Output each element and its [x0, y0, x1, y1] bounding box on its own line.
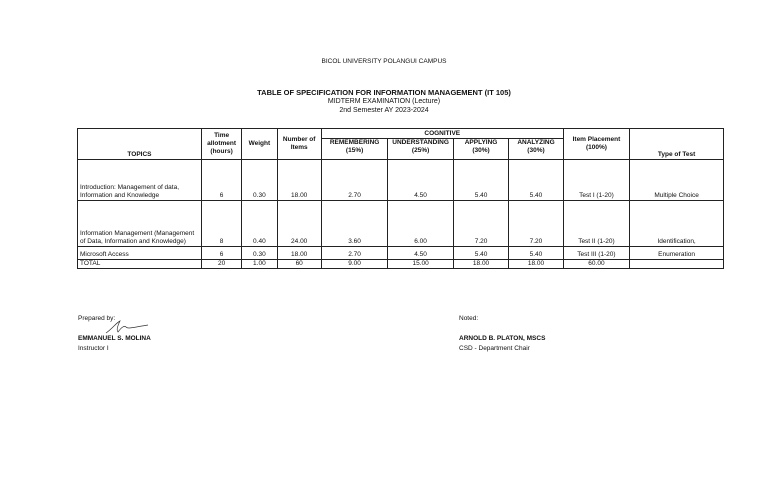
header-understanding: UNDERSTANDING (25%) [388, 139, 454, 160]
total-applying: 18.00 [453, 260, 508, 269]
total-type [630, 260, 724, 269]
university-name: BICOL UNIVERSITY POLANGUI CAMPUS [321, 58, 447, 65]
cell-placement: Test III (1-20) [563, 247, 630, 260]
total-placement: 60.00 [563, 260, 630, 269]
header-number-of-items: Number of Items [277, 129, 321, 160]
cell-analyzing: 7.20 [509, 201, 563, 247]
header-type-of-test: Type of Test [630, 129, 724, 160]
header-remembering: REMEMBERING (15%) [321, 139, 388, 160]
cell-topic: Microsoft Access [78, 247, 202, 260]
cell-items: 24.00 [277, 201, 321, 247]
header-analyzing: ANALYZING (30%) [509, 139, 563, 160]
document-title: TABLE OF SPECIFICATION FOR INFORMATION MANAGEMENT (IT 105) [257, 88, 511, 97]
exam-subtitle: MIDTERM EXAMINATION (Lecture) [327, 98, 441, 105]
noted-label: Noted: [459, 315, 479, 322]
cell-analyzing: 5.40 [509, 160, 563, 201]
cell-understanding: 4.50 [388, 247, 454, 260]
prepared-by-name: EMMANUEL S. MOLINA [78, 335, 151, 342]
cell-remembering: 2.70 [321, 247, 388, 260]
cell-placement: Test II (1-20) [563, 201, 630, 247]
prepared-by-title: Instructor I [78, 345, 109, 352]
header-applying: APPLYING (30%) [453, 139, 508, 160]
semester-subtitle: 2nd Semester AY 2023-2024 [339, 107, 429, 114]
cell-topic: Information Management (Management of Data, Information and Knowledge) [78, 201, 202, 247]
cell-weight: 0.30 [242, 160, 277, 201]
total-items: 60 [277, 260, 321, 269]
header-item-placement: Item Placement (100%) [563, 129, 630, 160]
cell-remembering: 3.60 [321, 201, 388, 247]
header-cognitive: COGNITIVE [321, 129, 563, 139]
cell-weight: 0.40 [242, 201, 277, 247]
cell-understanding: 4.50 [388, 160, 454, 201]
cell-weight: 0.30 [242, 247, 277, 260]
cell-remembering: 2.70 [321, 160, 388, 201]
cell-topic: Introduction: Management of data, Information and Knowledge [78, 160, 202, 201]
cell-items: 18.00 [277, 160, 321, 201]
cell-time: 8 [201, 201, 241, 247]
noted-title: CSD - Department Chair [459, 345, 530, 352]
cell-understanding: 6.00 [388, 201, 454, 247]
cell-applying: 7.20 [453, 201, 508, 247]
table-row [78, 201, 724, 247]
cell-analyzing: 5.40 [509, 247, 563, 260]
header-time-allotment: Time allotment (hours) [201, 129, 241, 160]
cell-applying: 5.40 [453, 247, 508, 260]
table-row [78, 247, 724, 260]
total-time: 20 [201, 260, 241, 269]
cell-time: 6 [201, 160, 241, 201]
signature-mark [104, 319, 150, 335]
total-label: TOTAL [78, 260, 202, 269]
table-row [78, 160, 724, 201]
header-weight: Weight [242, 129, 277, 160]
total-analyzing: 18.00 [509, 260, 563, 269]
cell-placement: Test I (1-20) [563, 160, 630, 201]
noted-name: ARNOLD B. PLATON, MSCS [459, 335, 546, 342]
cell-items: 18.00 [277, 247, 321, 260]
prepared-by-label: Prepared by: [78, 315, 116, 322]
total-weight: 1.00 [242, 260, 277, 269]
cell-type: Multiple Choice [630, 160, 724, 201]
cell-type: Enumeration [630, 247, 724, 260]
cell-time: 6 [201, 247, 241, 260]
total-row [78, 260, 724, 269]
header-topics: TOPICS [78, 129, 202, 160]
total-understanding: 15.00 [388, 260, 454, 269]
cell-type: Identification, [630, 201, 724, 247]
total-remembering: 9.00 [321, 260, 388, 269]
specification-table [77, 128, 724, 269]
cell-applying: 5.40 [453, 160, 508, 201]
